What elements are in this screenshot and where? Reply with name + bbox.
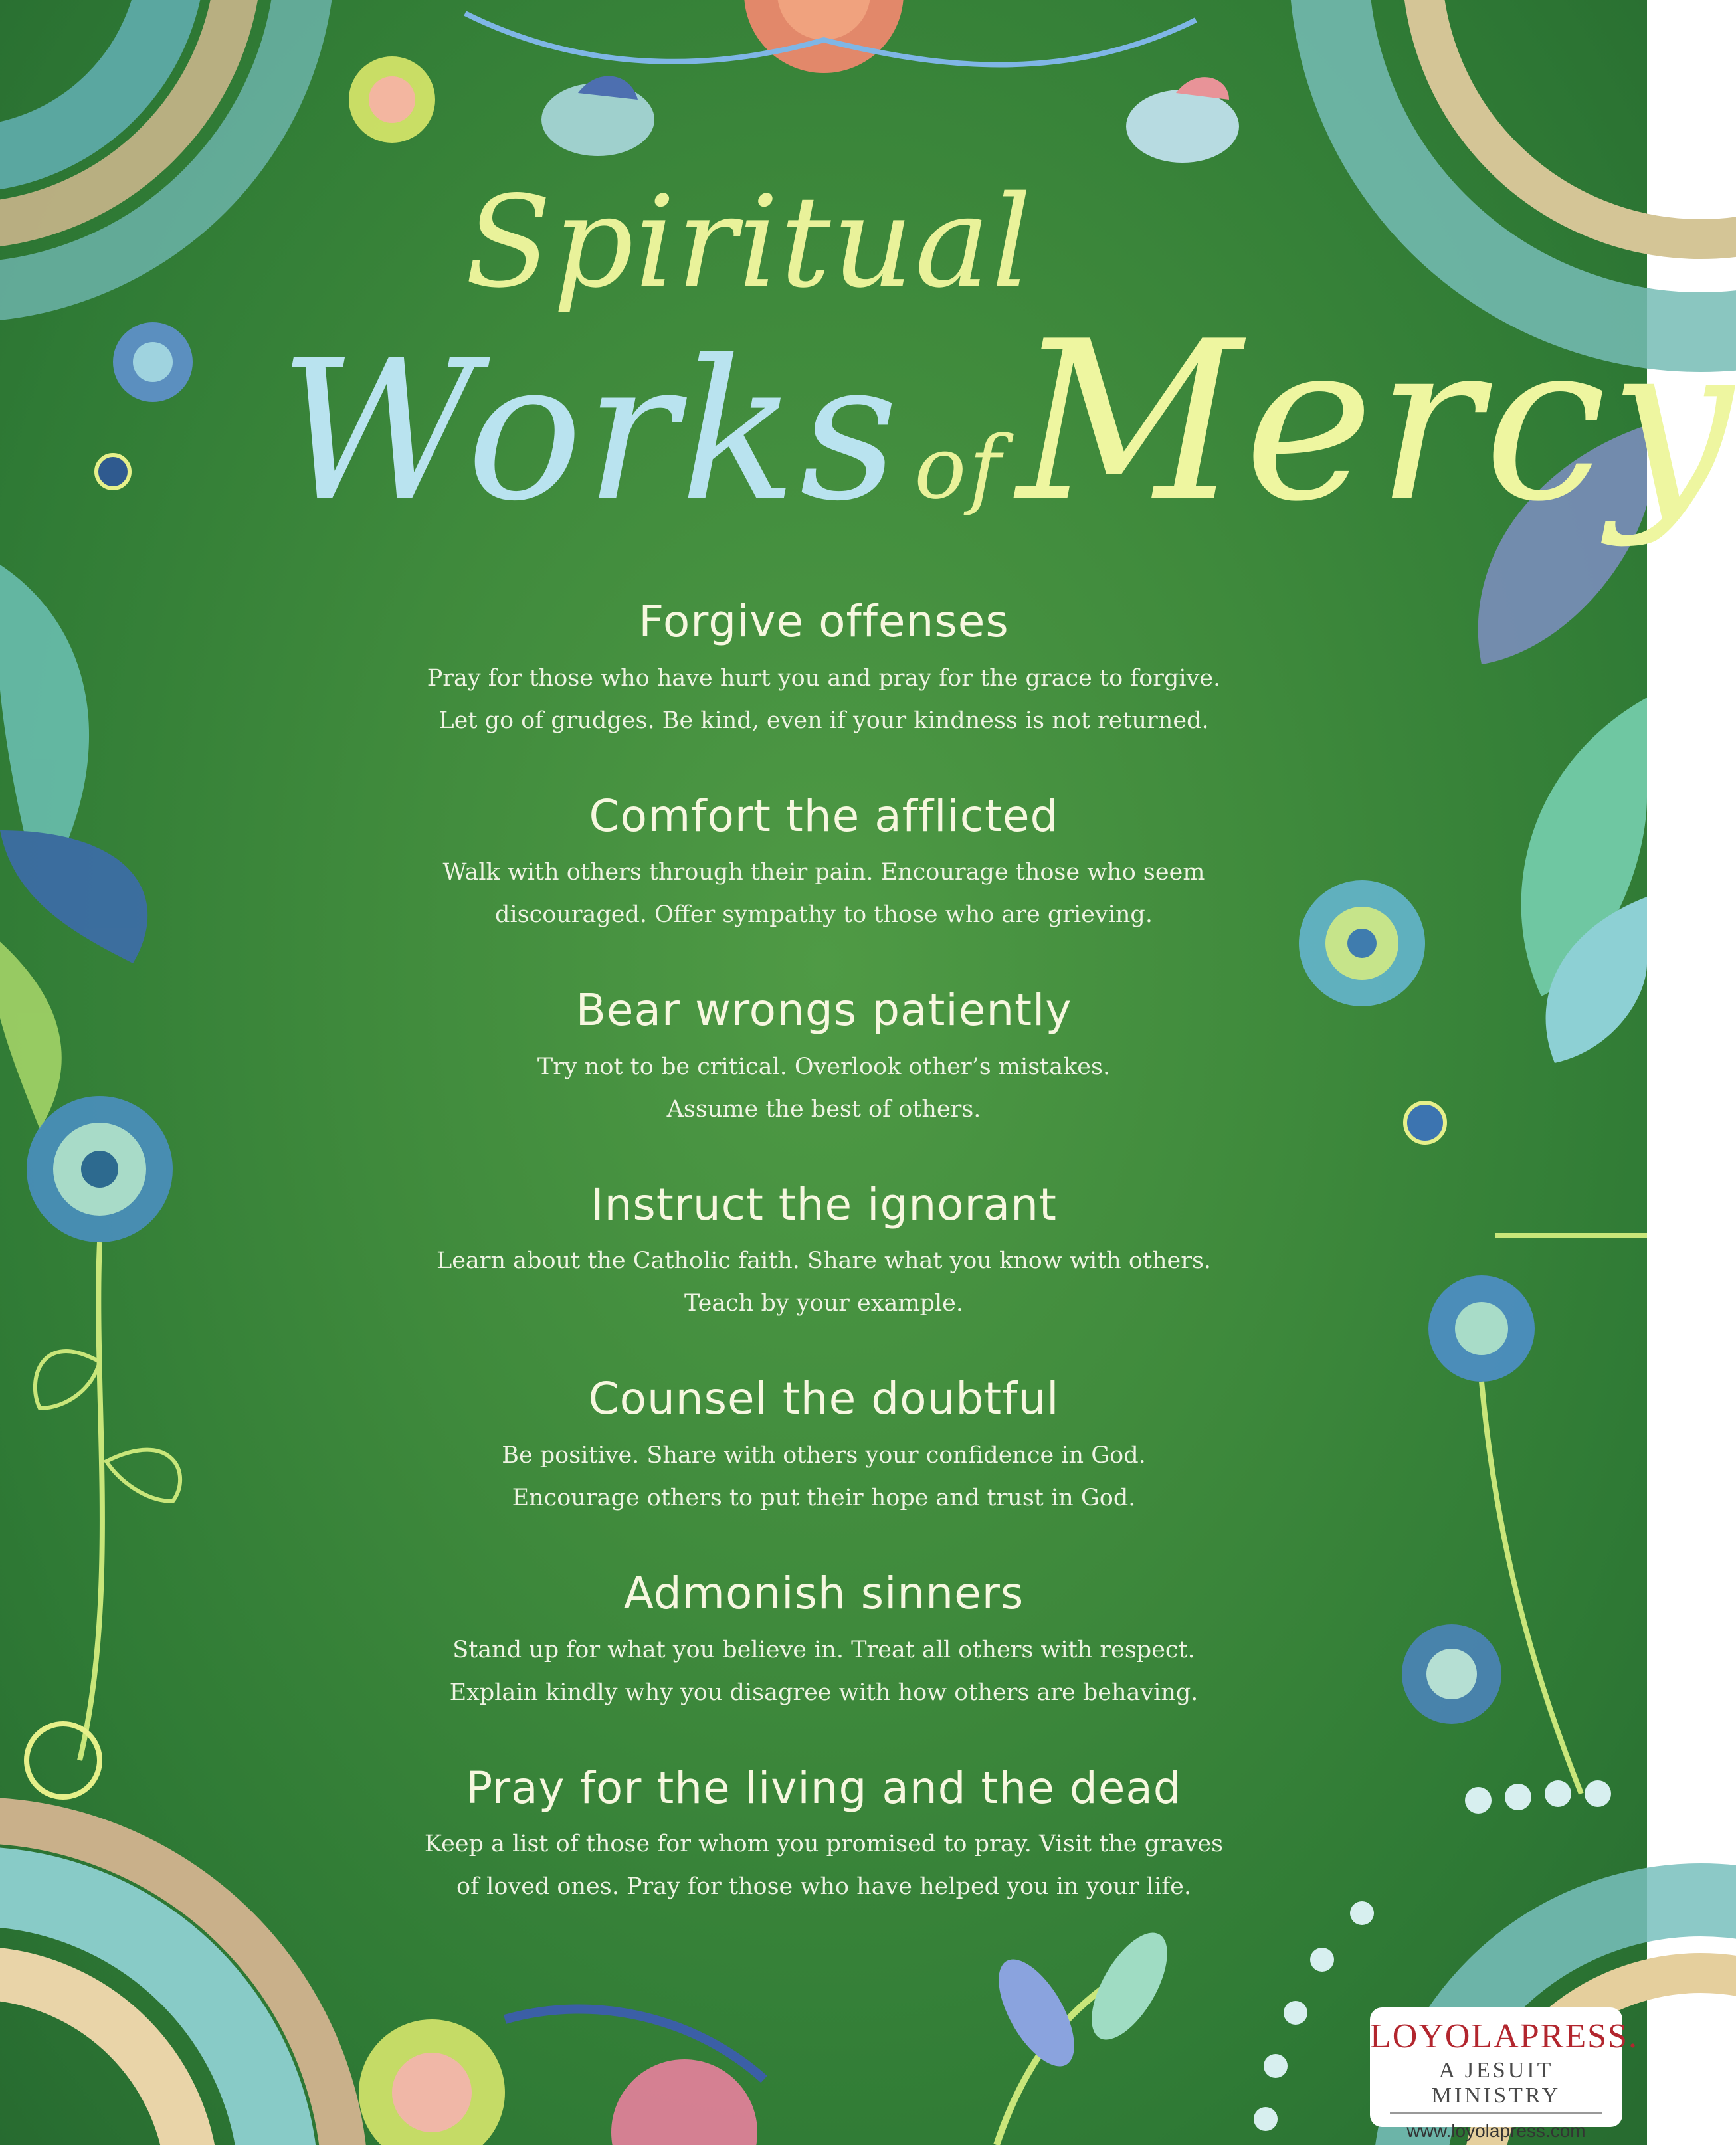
- work-item: [319, 790, 1329, 937]
- work-item: [319, 598, 1329, 742]
- left-stem-flower-decoration: [27, 1096, 180, 1797]
- work-title: Forgive offenses: [638, 596, 1009, 647]
- title-of: of: [914, 417, 1004, 518]
- work-item: [319, 1375, 1329, 1519]
- work-description: Be positive. Share with others your confidence in God. Encourage others to put their hope and trust in God.: [502, 1442, 1146, 1511]
- work-item: [319, 986, 1329, 1131]
- bottom-left-arcs-decoration: [0, 1820, 345, 2145]
- work-item: [319, 1567, 1329, 1714]
- bird-right-decoration: [1126, 77, 1239, 163]
- title-works: Works: [279, 320, 902, 543]
- left-leaves-decoration: [0, 565, 147, 1129]
- works-list: [319, 598, 1329, 1958]
- work-title: Pray for the living and the dead: [466, 1762, 1182, 1814]
- publisher-logo: [1370, 2007, 1638, 2141]
- work-title: Instruct the ignorant: [591, 1178, 1057, 1230]
- title-works-of-mercy: [279, 294, 1736, 549]
- work-title: Bear wrongs patiently: [575, 984, 1072, 1036]
- work-title: Comfort the afflicted: [589, 790, 1059, 842]
- top-left-arcs-decoration: [0, 0, 306, 292]
- work-title: Admonish sinners: [623, 1567, 1024, 1619]
- top-flower-decoration: [465, 0, 1196, 73]
- bird-left-decoration: [541, 76, 654, 156]
- work-title: Counsel the doubtful: [588, 1373, 1060, 1425]
- work-item: [319, 1178, 1329, 1325]
- publisher-url: www.loyolapress.com: [1406, 2120, 1586, 2141]
- work-description: Stand up for what you believe in. Treat all others with respect. Explain kindly why you disagree with how others are behaving.: [449, 1636, 1199, 1706]
- work-description: Learn about the Catholic faith. Share what you know with others. Teach by your example.: [436, 1248, 1212, 1317]
- title-spiritual: Spiritual: [465, 169, 1033, 316]
- work-item: [319, 1764, 1329, 1909]
- publisher-tagline: A JESUIT MINISTRY: [1390, 2058, 1602, 2114]
- work-description: Keep a list of those for whom you promised to pray. Visit the graves of loved ones. Pray for those who have helped you in your life.: [424, 1831, 1224, 1901]
- title-mercy: Mercy: [1016, 294, 1736, 549]
- work-description: Walk with others through their pain. Encourage those who seem discouraged. Offer sympathy to those who are grieving.: [442, 859, 1205, 929]
- publisher-name: LOYOLAPRESS.: [1370, 2017, 1638, 2055]
- work-description: Pray for those who have hurt you and pray for the grace to forgive. Let go of grudges. Be kind, even if your kindness is not returned.: [427, 664, 1221, 734]
- work-description: Try not to be critical. Overlook other’s mistakes. Assume the best of others.: [537, 1053, 1111, 1123]
- top-right-arcs-decoration: [1329, 0, 1736, 332]
